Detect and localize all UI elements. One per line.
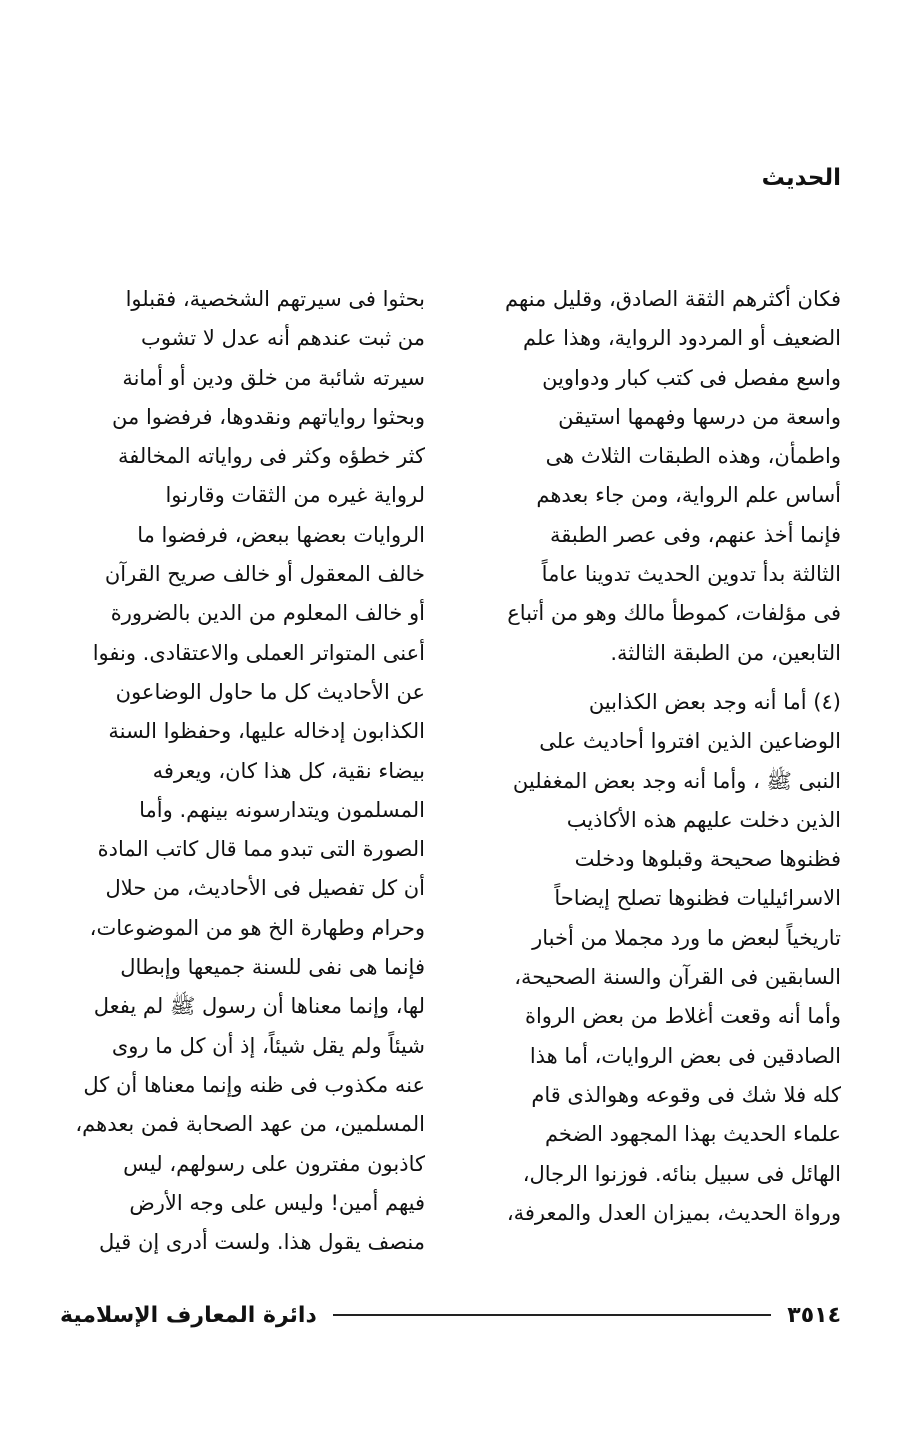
- text-line: الثالثة بدأ تدوين الحديث تدوينا عاماً: [541, 562, 841, 587]
- text-line: أعنى المتواتر العملى والاعتقادى. ونفوا: [92, 640, 425, 665]
- text-line: الصادقين فى بعض الروايات، أما هذا: [529, 1043, 841, 1068]
- text-line: واسعة من درسها وفهمها استيقن: [558, 404, 841, 429]
- text-line: فكان أكثرهم الثقة الصادق، وقليل منهم: [505, 287, 841, 311]
- text-line: المسلمون ويتدارسونه بينهم. وأما: [139, 797, 425, 822]
- text-line: أساس علم الرواية، ومن جاء بعدهم: [536, 483, 841, 508]
- text-line: فيهم أمين! وليس على وجه الأرض: [129, 1190, 425, 1215]
- text-line: بحثوا فى سيرتهم الشخصية، فقبلوا: [125, 287, 425, 311]
- text-line: الكذابون إدخاله عليها، وحفظوا السنة: [108, 719, 425, 744]
- text-line: الروايات بعضها ببعض، فرفضوا ما: [137, 522, 425, 547]
- text-line: الصورة التى تبدو مما قال كاتب المادة: [97, 837, 425, 862]
- text-line: ورواة الحديث، بميزان العدل والمعرفة،: [506, 1200, 841, 1225]
- paragraph-1: [483, 280, 841, 673]
- left-column: [67, 280, 425, 1262]
- text-line: الذين دخلت عليهم هذه الأكاذيب: [566, 807, 841, 832]
- right-column: [483, 280, 841, 1233]
- text-line: الاسرائيليات فظنوها تصلح إيضاحاً: [554, 886, 841, 911]
- text-line: شيئاً ولم يقل شيئاً، إذ أن كل ما روى: [111, 1033, 425, 1058]
- text-line: النبى ﷺ ، وأما أنه وجد بعض المغفلين: [512, 768, 841, 793]
- text-line: واطمأن، وهذه الطبقات الثلاث هى: [545, 444, 841, 469]
- text-line: الضعيف أو المردود الرواية، وهذا علم: [522, 326, 841, 351]
- paragraph-spacer: [483, 673, 841, 683]
- text-line: تاريخياً لبعض ما ورد مجملا من أخبار: [532, 925, 841, 950]
- text-line: بيضاء نقية، كل هذا كان، ويعرفه: [152, 758, 425, 783]
- text-line: وبحثوا رواياتهم ونقدوها، فرفضوا من: [112, 404, 425, 429]
- text-line: لرواية غيره من الثقات وقارنوا: [165, 483, 425, 508]
- text-line: وأما أنه وقعت أغلاط من بعض الرواة: [524, 1004, 841, 1029]
- text-line: أن كل تفصيل فى الأحاديث، من حلال: [105, 876, 425, 901]
- text-line: السابقين فى القرآن والسنة الصحيحة،: [514, 965, 841, 990]
- text-line: كله فلا شك فى وقوعه وهوالذى قام: [531, 1082, 841, 1107]
- page-footer: [60, 1300, 841, 1330]
- text-line: علماء الحديث بهذا المجهود الضخم: [544, 1122, 841, 1147]
- text-line: عن الأحاديث كل ما حاول الوضاعون: [115, 679, 425, 704]
- text-line: كثر خطؤه وكثر فى رواياته المخالفة: [117, 444, 425, 469]
- text-line: عنه مكذوب فى ظنه وإنما معناها أن كل: [83, 1072, 425, 1097]
- text-line: كاذبون مفترون على رسولهم، ليس: [123, 1151, 425, 1176]
- text-line: (٤) أما أنه وجد بعض الكذابين: [588, 689, 841, 714]
- text-line: أو خالف المعلوم من الدين بالضرورة: [110, 601, 425, 626]
- text-line: وحرام وطهارة الخ هو من الموضوعات،: [89, 915, 425, 940]
- text-line: فإنما هى نفى للسنة جميعها وإبطال: [120, 955, 425, 980]
- text-line: لها، وإنما معناها أن رسول ﷺ لم يفعل: [93, 994, 425, 1019]
- section-title: الحديث: [761, 165, 841, 191]
- text-line: الهائل فى سبيل بنائه. فوزنوا الرجال،: [522, 1161, 841, 1186]
- text-line: منصف يقول هذا. ولست أدرى إن قيل: [99, 1230, 425, 1255]
- text-line: سيرته شائبة من خلق ودين أو أمانة: [122, 365, 425, 390]
- text-line: فظنوها صحيحة وقبلوها ودخلت: [574, 847, 841, 872]
- text-line: فى مؤلفات، كموطأ مالك وهو من أتباع: [507, 601, 841, 626]
- text-line: التابعين، من الطبقة الثالثة.: [610, 640, 841, 665]
- footer-rule: [333, 1314, 772, 1316]
- text-line: خالف المعقول أو خالف صريح القرآن: [104, 562, 425, 587]
- page-number: ٣٥١٤: [787, 1302, 841, 1328]
- publication-title: دائرة المعارف الإسلامية: [60, 1302, 317, 1328]
- text-line: واسع مفصل فى كتب كبار ودواوين: [542, 365, 841, 390]
- text-line: الوضاعين الذين افتروا أحاديث على: [539, 729, 841, 754]
- text-line: فإنما أخذ عنهم، وفى عصر الطبقة: [549, 522, 841, 547]
- text-line: المسلمين، من عهد الصحابة فمن بعدهم،: [75, 1112, 425, 1137]
- paragraph-2: [483, 683, 841, 1233]
- text-line: من ثبت عندهم أنه عدل لا تشوب: [141, 326, 425, 351]
